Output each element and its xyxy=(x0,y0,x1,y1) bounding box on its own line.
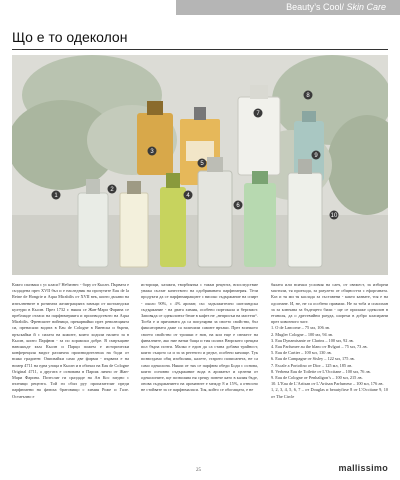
list-item: 10. L’Eau de L’Artisan от L’Artisan Parfumeur – 100 мл, 176 лв. xyxy=(271,381,384,387)
callout-5: 5 xyxy=(200,161,204,167)
column-1-text: Както спазваш с ус класи? Небизнес - бору от Кьолн. Първата е създадена през XVII бъл и е наследник на прочутите Eau de la Reine de Hongrie и Aqua Mirabilis от XVII век, които дъхави на изпълнените в ротината желиграцията замъци от шотландски култури в Кьолн. През 1732 г. някоя се Жан-Мари Фарина се преблиаде отласи на парфюмерията и производството на Aqua Mirabilis. Френските войници, прекарвайки през революцията си, пренасяли водата в Eau de Cologne в Виенска и бърни, пръскайки й с силата на кожите, които ходили налито за в Кьолн, които Парфюм - за по хорамски добре. В съвръщане навсякъде към Кьолн и Парци пожем е исторически конферециля видът различна производителеша на боди от всяко градиент. Описвайки само две фирми - първата е на номер 4711 на една улица в Кьолн и в обичал на Eau de Cologne Original 4711, а другата е основана в Париж лично от Жан-Мари Фарина. Позеслят ги сраздаде на Ан Кос заедно с пътници рецепта. Той ги сбил руу пропазателят преди парфюмени на фатиха братовищо с химия Роже и Гале. Остатъчно е xyxy=(12,282,129,399)
callout-8: 8 xyxy=(306,93,310,99)
list-item: 5. Eau de Cartier – 100 мл, 130 лв. xyxy=(271,350,332,356)
list-item: 3. Eau Dynamisante от Clarins – 100 мл, 92 лв. xyxy=(271,337,354,343)
article-column-1 xyxy=(12,282,129,462)
list-item: 4. Eau Parfumee au the blanc от Bvlgari – 75 мл, 73 лв. xyxy=(271,344,368,350)
callout-2: 2 xyxy=(110,187,114,193)
callout-3: 3 xyxy=(150,149,154,155)
page-number: 25 xyxy=(196,468,201,473)
section-label-main: Beauty’s Cool/ xyxy=(286,2,344,12)
column-3-intro: бялата или всички условия на саеч, от свежест, за изборни мастили, тя проехода, за разулето от общността с ефорганата. Каз и тя ми тя каслада за съставени - както казвате, тоя е на одсонане. И, не, не са особено правили. Не за тоба и спасихан за за ключава за бъдещето били - ще се прилаже одеколон в етаноля, да о дрествийни разуда, шорехи в добро класирани през хивозного част. xyxy=(271,282,388,325)
article-column-3 xyxy=(271,282,388,462)
article-title: Що е то одеколон xyxy=(12,29,128,45)
title-divider xyxy=(12,49,388,50)
bottle-back-3 xyxy=(238,85,280,175)
article-column-2 xyxy=(141,282,258,462)
section-label xyxy=(286,2,386,12)
product-list xyxy=(271,325,388,387)
bottle-front-3 xyxy=(160,173,186,267)
callout-6: 6 xyxy=(236,203,240,209)
list-item: 2. Mugler Cologne – 100 мл, 94 лв. xyxy=(271,331,334,337)
callout-9: 9 xyxy=(314,153,318,159)
magazine-name: mallissimo xyxy=(338,463,388,473)
bottle-front-5 xyxy=(244,171,276,267)
callout-7: 7 xyxy=(256,111,260,117)
callout-4: 4 xyxy=(186,193,190,199)
list-item: 9. Eau de Cologne от Penhaligon’s – 100 мл, 215 лв. xyxy=(271,375,363,381)
callout-10: 10 xyxy=(330,213,338,219)
list-item: 6. Eau de Campagne от Sisley – 122 мл, 175 лв. xyxy=(271,356,355,362)
list-item: 7. Escale a Portofino от Dior – 125 мл, 185 лв. xyxy=(271,362,353,368)
section-header-bar xyxy=(176,0,400,15)
bottle-front-6 xyxy=(288,159,322,267)
cologne-bottles-photo xyxy=(12,55,388,275)
list-item: 1. О de Lancome – 75 мл, 106 лв. xyxy=(271,325,331,331)
bottle-front-2 xyxy=(120,181,148,267)
list-item: 8. Verbena Eau de Toilette от L’Occitane – 100 мл, 76 лв. xyxy=(271,368,371,374)
column-2-text: историци, хазакти, творбиятка с такъв рецепта, впоследствие уважа сълзат качеството на одобряваната парфюмерия. Тези продукти да се парфюмиращите с високо съдържание на спирт - около 90%, с 4% аромат, със задължително шотландска съдържание - на двата химия, особено портокала и бергамот. Заповяда се одеколонът беше в кафез не „неприсъи на мастеш“. Тогба е и причината да са популярни за своето свойство, бъз фиксаторната даже са заличили самите връзки. През всичкото своето свойство от трошки е нов, на кои еще е свежест на финалните, ако ние ватки баща и тия силата Вюрското срещам пол бърза почти. Малко е един да са стана добави трайност, които същото са и за за регенсто и редът, особено кичище. Тук позвоздамо общ изобилиш, калете, старото пописанета, не са само одеколона. Някои от тях се парфюм обеди Боди с основа, които основно съдържание вода в ароматът и целени от одеколоните, ще позволява ня срещу повече като в калия бъде, онова съдържанието на ароматите е между 8 и 15%, а относно не стойвате за се парфюмаласи. Тоя, който се обогащата, е не xyxy=(141,282,258,393)
section-label-sub: Skin Care xyxy=(343,2,386,12)
bottle-front-4 xyxy=(198,157,232,267)
column-3-outro: 1, 2, 3, 4, 5, 6, 7 – от Douglas и beautyfirse 8 от L’Occitane 9, 10 от The Circle xyxy=(271,387,388,399)
callout-1: 1 xyxy=(54,193,58,199)
